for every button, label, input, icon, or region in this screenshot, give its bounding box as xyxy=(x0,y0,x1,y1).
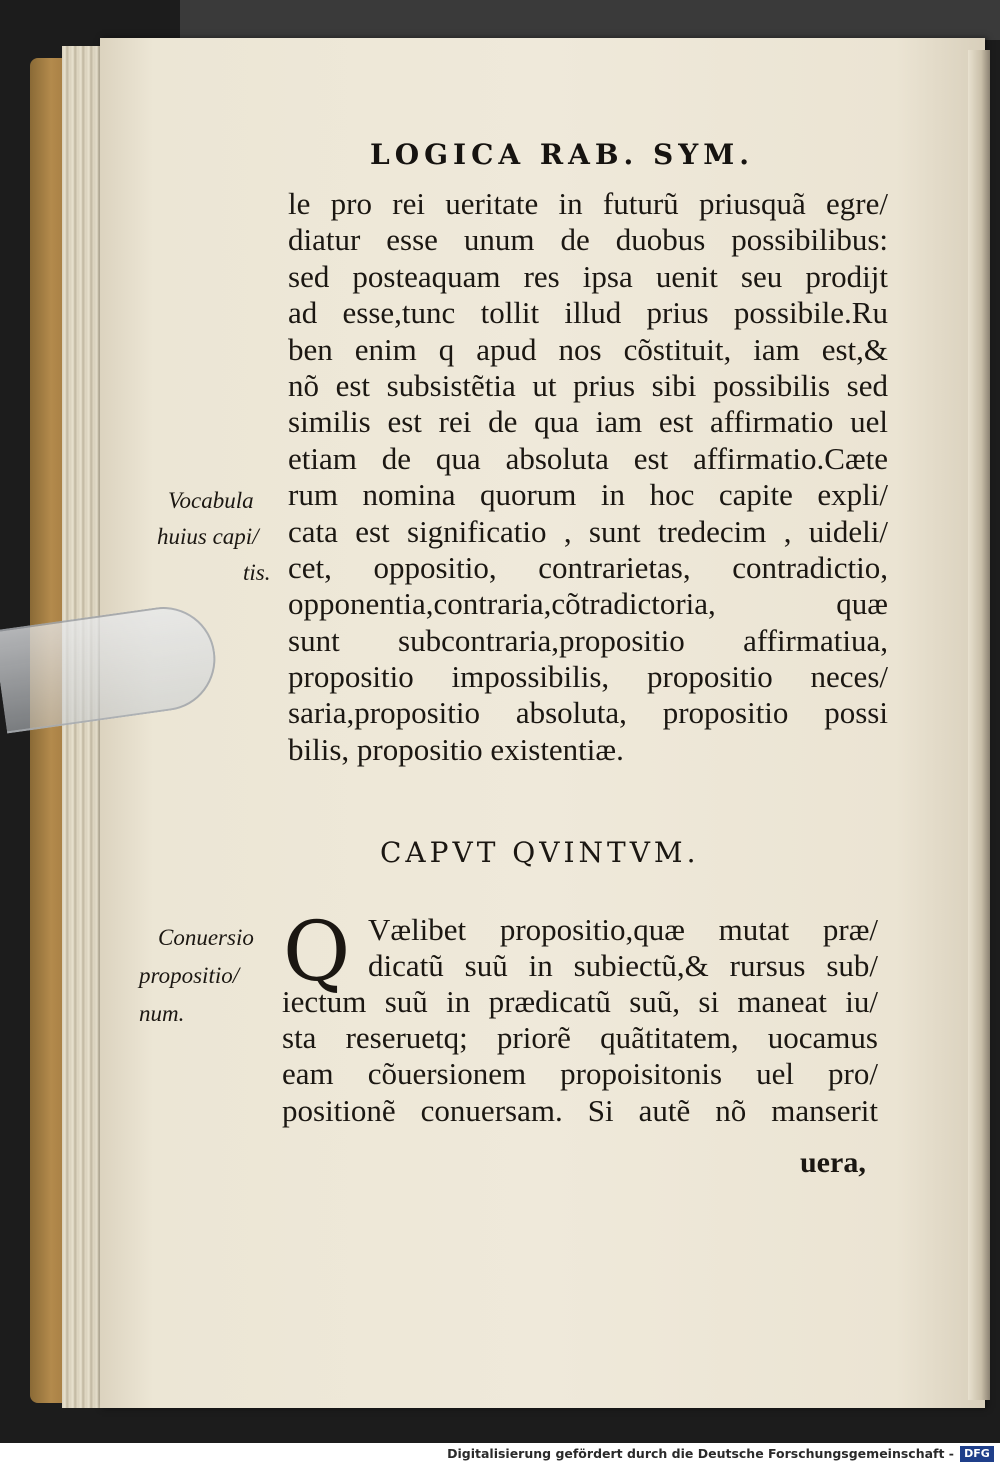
text-line: sed posteaquam res ipsa uenit seu prodijt xyxy=(288,258,888,294)
dfg-logo: DFG xyxy=(960,1446,994,1462)
margin-note-conuersio: propositio/ xyxy=(139,963,240,988)
text-line: eam cõuersionem propoisitonis uel pro/ xyxy=(282,1056,878,1092)
catchword: uera, xyxy=(800,1146,866,1179)
page-gutter xyxy=(968,50,990,1400)
text-line: positionẽ conuersam. Si autẽ nõ manserit xyxy=(282,1092,878,1128)
text-line: le pro rei ueritate in futurũ priusquã egre/ xyxy=(288,186,888,221)
chapter-heading: CAPVT QVINTVM. xyxy=(380,836,700,869)
text-line: Vælibet propositio,quæ mutat præ/ xyxy=(368,912,878,947)
text-block-1 xyxy=(288,186,888,768)
chapter-text xyxy=(282,984,878,1129)
text-line: propositio impossibilis, propositio neces/ xyxy=(288,659,888,695)
text-line: etiam de qua absoluta est affirmatio.Cæte xyxy=(288,440,888,476)
text-line: nõ est subsistẽtia ut prius sibi possibilis sed xyxy=(288,367,888,403)
text-line: opponentia,contraria,cõtradictoria, quæ xyxy=(288,586,888,622)
margin-note-vocabula: tis. xyxy=(243,560,271,585)
funding-credit: Digitalisierung gefördert durch die Deutsche Forschungsgemeinschaft - xyxy=(447,1446,954,1461)
text-line: saria,propositio absoluta, propositio possi xyxy=(288,695,888,731)
text-line: ad esse,tunc tollit illud prius possibile.Ru xyxy=(288,295,888,331)
background-strip xyxy=(180,0,1000,40)
margin-note-conuersio: Conuersio xyxy=(158,925,254,950)
text-line: rum nomina quorum in hoc capite expli/ xyxy=(288,477,888,513)
text-line: diatur esse unum de duobus possibilibus: xyxy=(288,222,888,258)
text-line: sunt subcontraria,propositio affirmatiua, xyxy=(288,622,888,658)
footer-bar xyxy=(0,1443,1000,1466)
text-line: iectum suũ in prædicatũ suũ, si maneat iu/ xyxy=(282,984,878,1019)
chapter-text-indented xyxy=(368,912,878,984)
page-clip xyxy=(0,630,215,760)
text-line: ben enim q apud nos cõstituit, iam est,& xyxy=(288,331,888,367)
text-line: bilis, propositio existentiæ. xyxy=(288,731,624,767)
margin-note-conuersio: num. xyxy=(139,1001,185,1026)
margin-note-vocabula: huius capi/ xyxy=(157,524,259,549)
text-line: similis est rei de qua iam est affirmatio uel xyxy=(288,404,888,440)
running-head: LOGICA RAB. SYM. xyxy=(370,138,754,171)
text-line: cata est significatio , sunt tredecim , uideli/ xyxy=(288,513,888,549)
text-line: cet, oppositio, contrarietas, contradictio, xyxy=(288,549,888,585)
drop-cap: Q xyxy=(283,905,351,1000)
text-line: dicatũ suũ in subiectũ,& rursus sub/ xyxy=(368,948,878,984)
text-line: sta reseruetq; priorẽ quãtitatem, uocamus xyxy=(282,1020,878,1056)
margin-note-vocabula: Vocabula xyxy=(168,488,254,513)
